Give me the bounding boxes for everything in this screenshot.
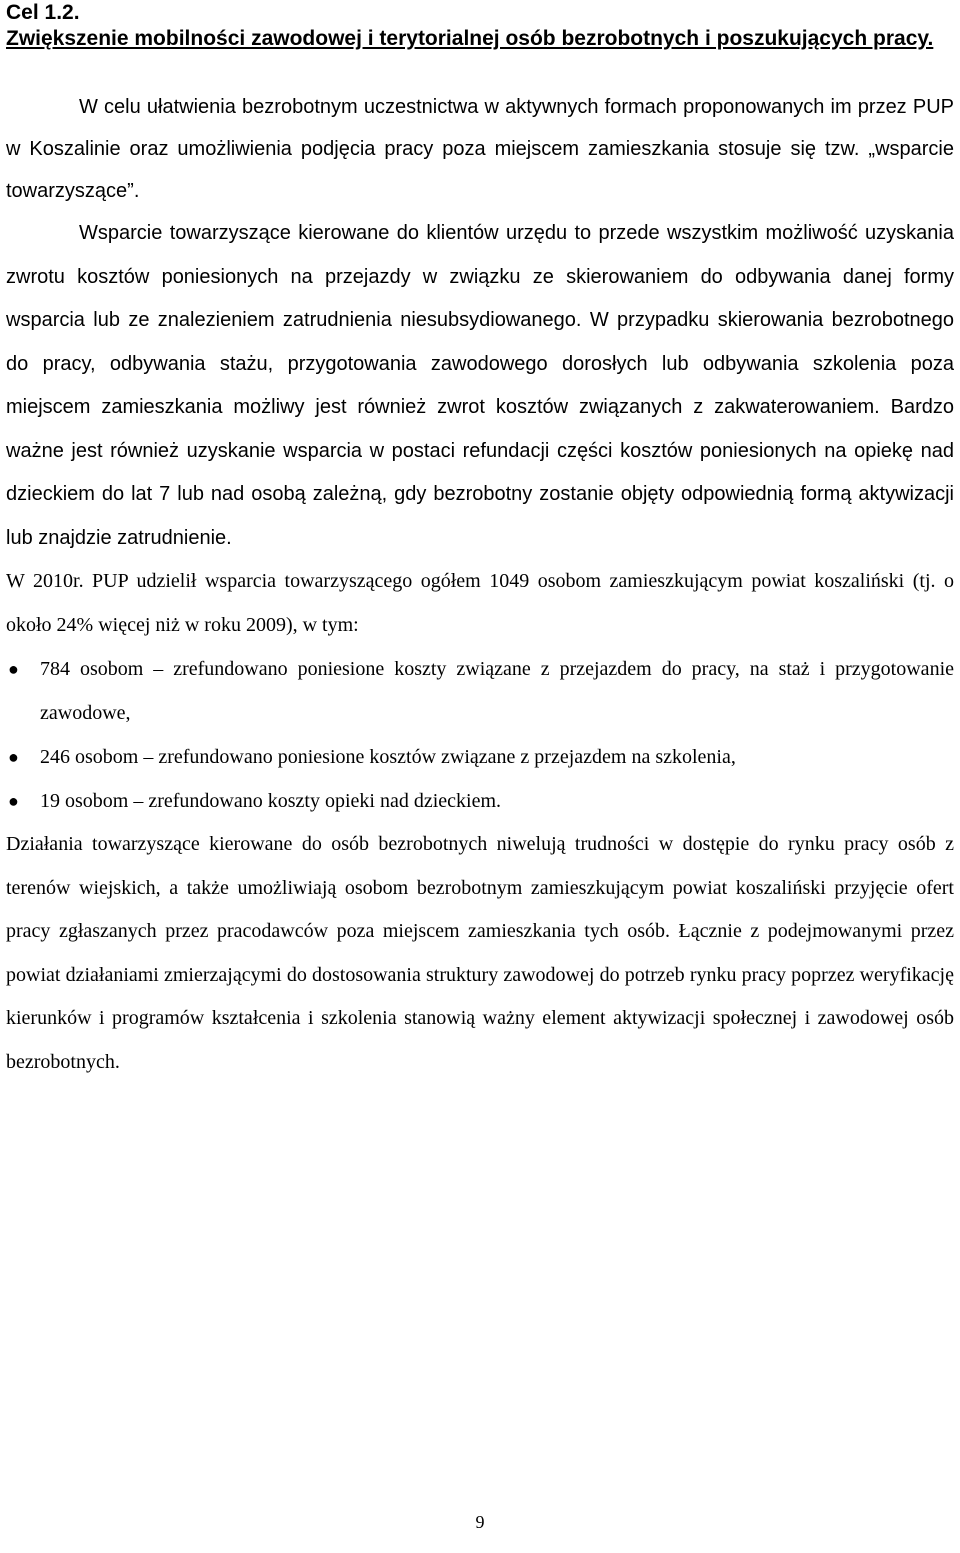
- list-item-text: 784 osobom – zrefundowano poniesione koszty związane z przejazdem do pracy, na staż i przygotowanie zawodowe,: [40, 658, 954, 724]
- document-page: [6, 0, 954, 1084]
- list-item-text: 19 osobom – zrefundowano koszty opieki nad dzieckiem.: [40, 790, 501, 812]
- section-heading: [6, 0, 954, 52]
- stats-paragraph: W 2010r. PUP udzielił wsparcia towarzyszącego ogółem 1049 osobom zamieszkującym powiat koszaliński (tj. o około 24% więcej niż w roku 2009), w tym:: [6, 570, 954, 636]
- conclusion-paragraph: Działania towarzyszące kierowane do osób bezrobotnych niwelują trudności w dostępie do rynku pracy osób z terenów wiejskich, a także umożliwiają osobom bezrobotnym zamieszkującym powiat koszaliński przyjęcie ofert pracy zgłaszanych przez pracodawców poza miejscem zamieszkania tych osób. Łącznie z podejmowanymi przez powiat działaniami zmierzającymi do dostosowania struktury zawodowej do potrzeb rynku pracy poprzez weryfikację kierunków i programów kształcenia i szkolenia stanowią ważny element aktywizacji społecznej i zawodowej osób bezrobotnych.: [6, 833, 954, 1073]
- list-item: [6, 779, 954, 823]
- bullet-icon: ●: [8, 791, 19, 811]
- list-item: [6, 735, 954, 779]
- stats-list: [6, 647, 954, 823]
- list-item-text: 246 osobom – zrefundowano poniesione kosztów związane z przejazdem na szkolenia,: [40, 746, 736, 768]
- intro-paragraph: W celu ułatwienia bezrobotnym uczestnictwa w aktywnych formach proponowanych im przez PUP w Koszalinie oraz umożliwienia podjęcia pracy poza miejscem zamieszkania stosuje się tzw. „wsparcie towarzyszące”.: [6, 96, 954, 202]
- bullet-icon: ●: [8, 659, 19, 679]
- list-item: [6, 647, 954, 735]
- section-label: Cel 1.2.: [6, 1, 80, 24]
- section-title: Zwiększenie mobilności zawodowej i terytorialnej osób bezrobotnych i poszukujących pracy.: [6, 27, 934, 50]
- page-number: 9: [475, 1512, 485, 1532]
- support-paragraph: Wsparcie towarzyszące kierowane do klientów urzędu to przede wszystkim możliwość uzyskania zwrotu kosztów poniesionych na przejazdy w związku ze skierowaniem do odbywania danej formy wsparcia lub ze znalezieniem zatrudnienia niesubsydiowanego. W przypadku skierowania bezrobotnego do pracy, odbywania stażu, przygotowania zawodowego dorosłych lub odbywania szkolenia poza miejscem zamieszkania możliwy jest również zwrot kosztów związanych z zakwaterowaniem. Bardzo ważne jest również uzyskanie wsparcia w postaci refundacji części kosztów poniesionych na opiekę nad dzieckiem do lat 7 lub nad osobą zależną, gdy bezrobotny zostanie objęty odpowiednią formą aktywizacji lub znajdzie zatrudnienie.: [6, 222, 954, 549]
- bullet-icon: ●: [8, 747, 19, 767]
